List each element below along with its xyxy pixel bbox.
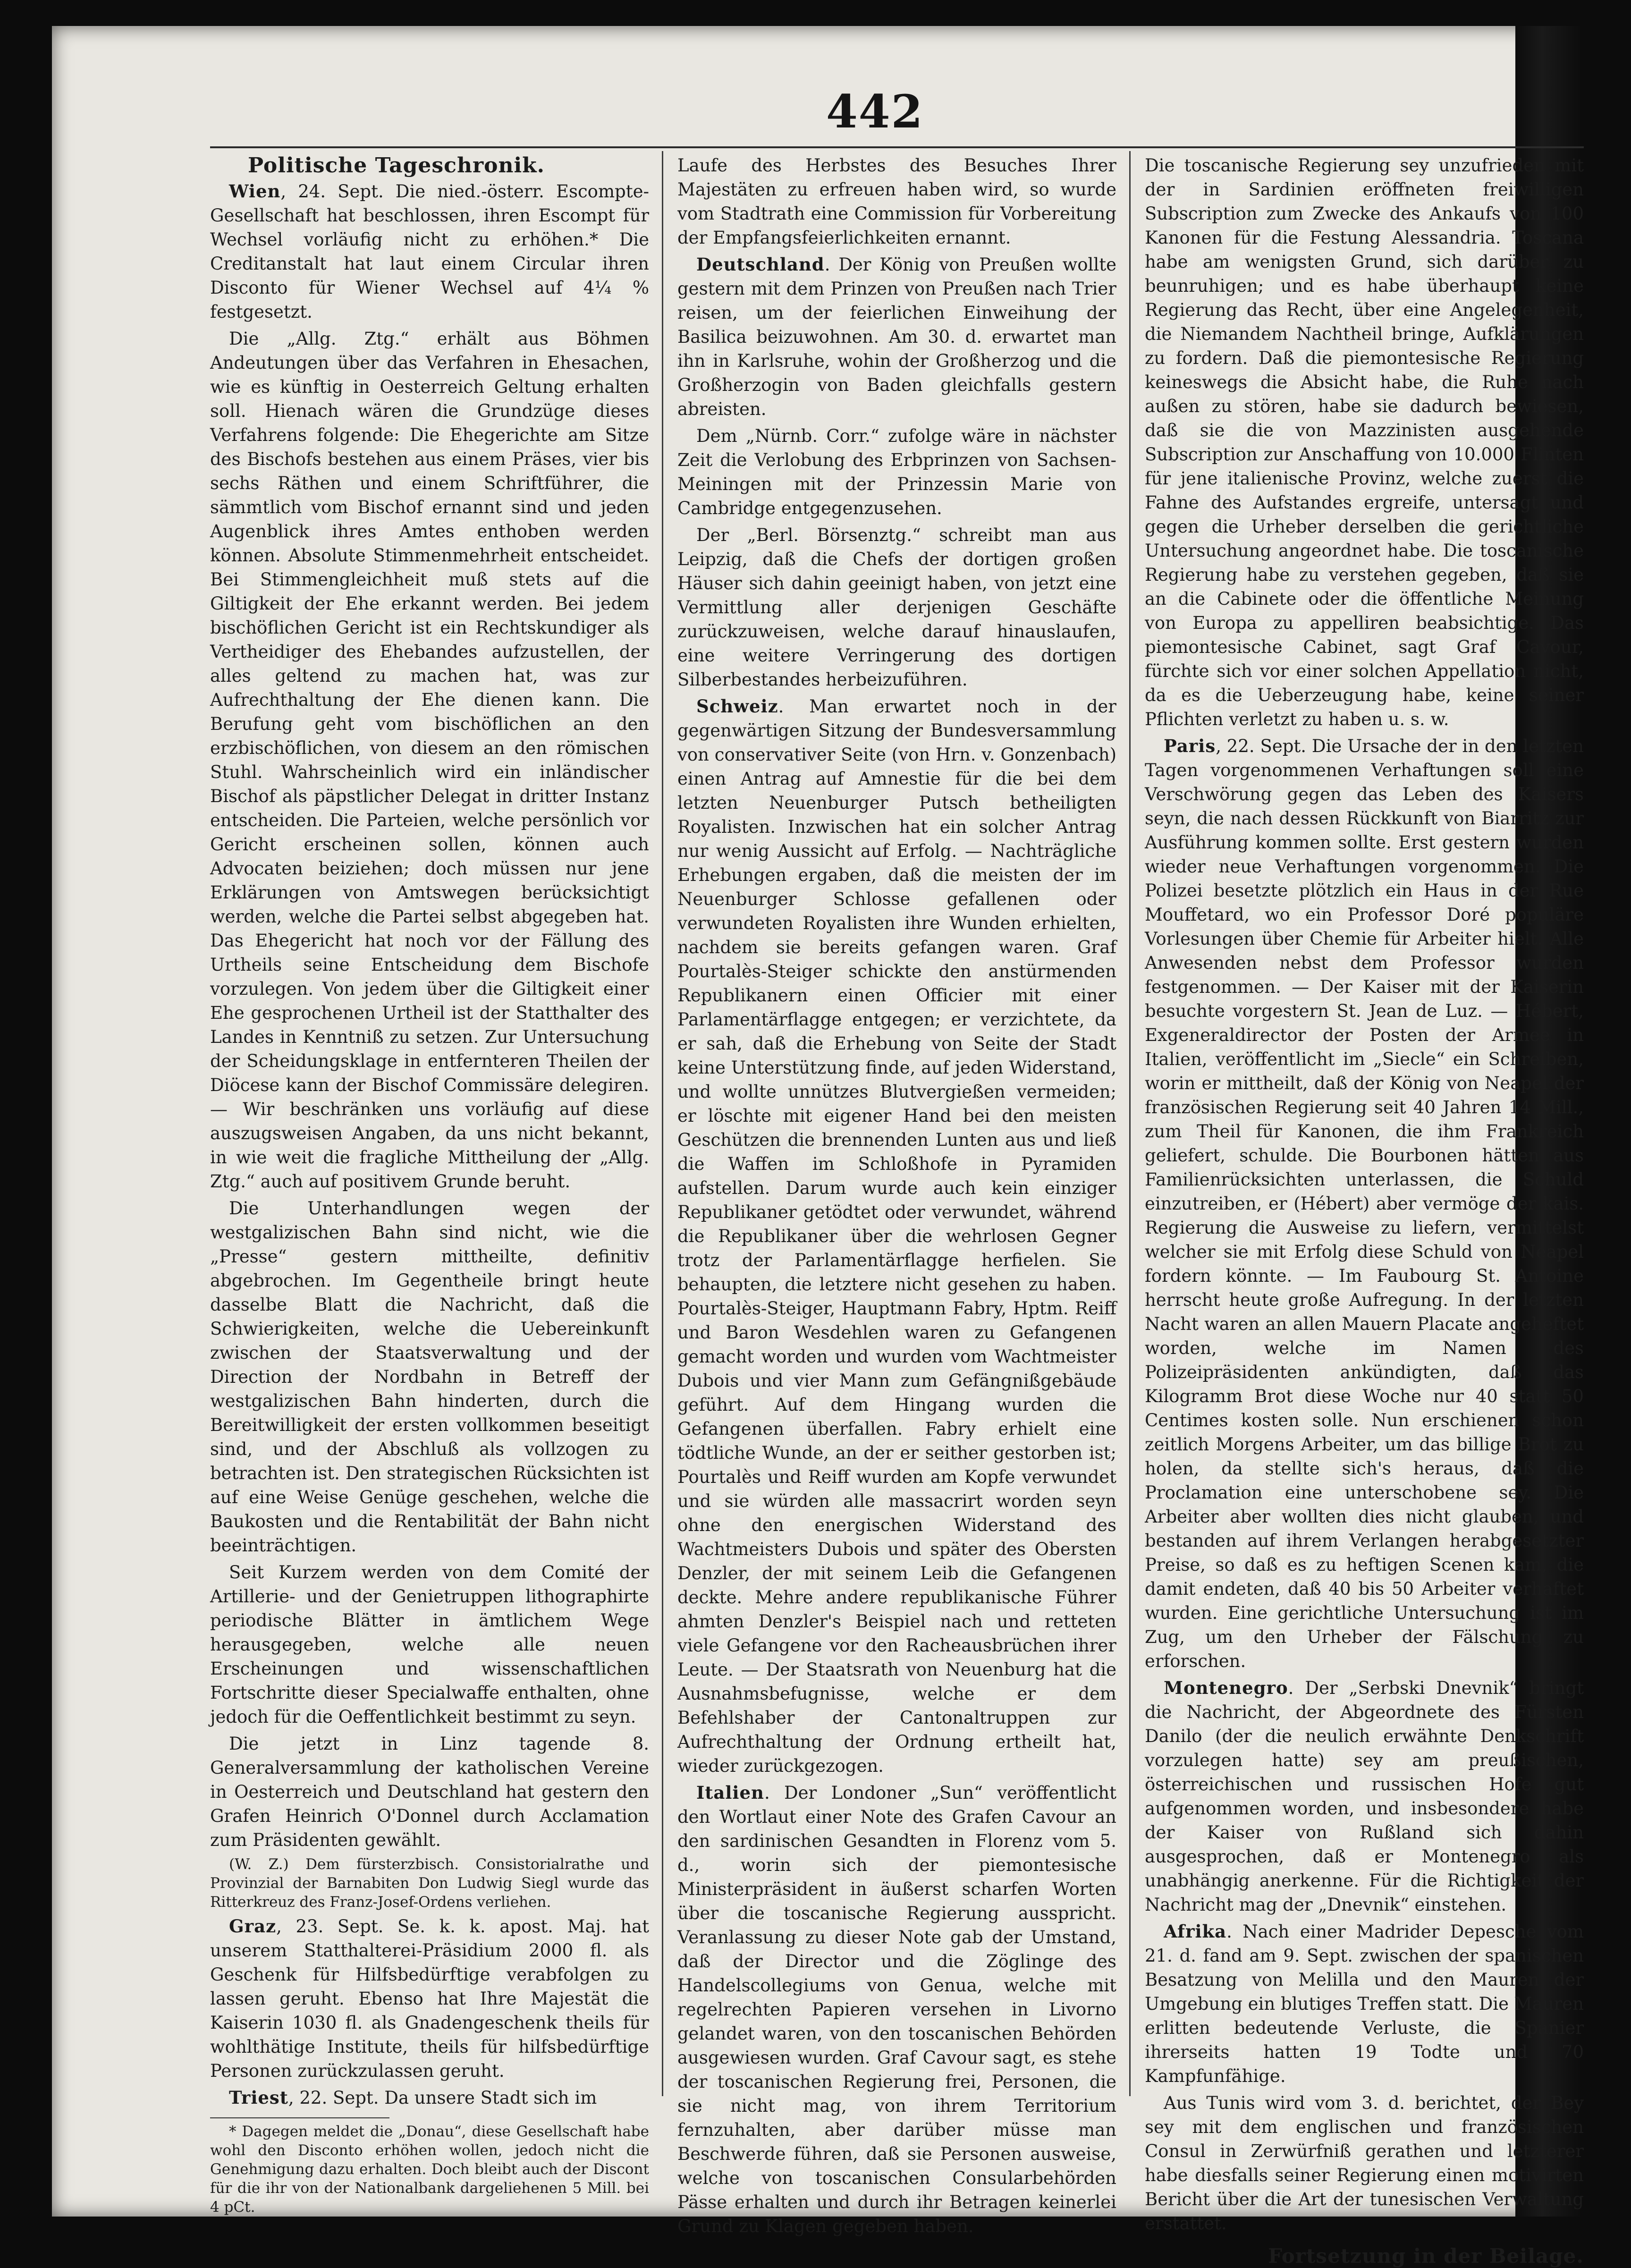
dateline-place: Triest: [229, 2087, 288, 2108]
dateline-place: Afrika: [1164, 1921, 1227, 1942]
article-paragraph: [210, 179, 649, 324]
dateline-place: Montenegro: [1164, 1677, 1288, 1698]
dateline-place: Italien: [696, 1782, 764, 1803]
paragraph-text: . Der König von Preußen wollte gestern mit dem Prinzen von Preußen nach Trier reisen, um der feierlichen Einweihung der Basilica beizuwohnen. Am 30. d. erwartet man ihn in Karlsruhe, wohin der Großherzog und die Großherzogin von Baden gleichfalls gestern abreisten.: [677, 254, 1116, 419]
paragraph-text: Die toscanische Regierung sey unzufrieden mit der in Sardinien eröffneten freiwilligen Subscription zum Zwecke des Ankaufs von 100 Kanonen für die Festung Alessandria. Toscana habe am wenigsten Grund, sich darüber zu beunruhigen; und es habe überhaupt keine Regierung das Recht, über eine Angelegenheit, die Niemandem Nachtheil bringe, Aufklärungen zu fordern. Daß die piemontesische Regierung keineswegs die Absicht habe, die Ruhe nach außen zu stören, habe sie dadurch bewiesen, daß sie die von Mazzinisten ausgehende Subscription zur Anschaffung von 10.000 Flinten für jene italienische Provinz, welche zuerst die Fahne des Aufstandes ergreife, untersagt und gegen die Urheber derselben die gerichtliche Untersuchung angeordnet habe. Die toscanische Regierung habe zu verstehen gegeben, daß sie an die Cabinete oder die öffentliche Meinung von Europa zu appelliren beabsichtige. Das piemontesische Cabinet, sagt Graf Cavour, fürchte sich vor einer solchen Appellation nicht, da es die Ueberzeugung habe, keine seiner Pflichten verletzt zu haben u. s. w.: [1145, 155, 1584, 729]
paragraph-text: . Man erwartet noch in der gegenwärtigen Sitzung der Bundesversammlung von conservativer Seite (von Hrn. v. Gonzenbach) einen Antrag auf Amnestie für die bei dem letzten Neuenburger Putsch betheiligten Royalisten. Inzwischen hat ein solcher Antrag nur wenig Aussicht auf Erfolg. — Nachträgliche Erhebungen ergaben, daß die meisten der im Neuenburger Schlosse gefallenen oder verwundeten Royalisten ihre Wunden erhielten, nachdem sie bereits gefangen waren. Graf Pourtalès-Steiger schickte den anstürmenden Republikanern einen Officier mit einer Parlamentärflagge entgegen; er verzichtete, da er sah, daß die Erhebung von Seite der Stadt keine Unterstützung finde, auf jeden Widerstand, und wollte unnützes Blutvergießen vermeiden; er löschte mit eigener Hand bei den meisten Geschützen die brennenden Lunten aus und ließ die Waffen im Schloßhofe in Pyramiden aufstellen. Darum wurde auch kein einziger Republikaner getödtet oder verwundet, während die Republikaner über die wehrlosen Gegner trotz der Parlamentärflagge herfielen. Sie behaupten, die letztere nicht gesehen zu haben. Pourtalès-Steiger, Hauptmann Fabry, Hptm. Reiff und Baron Wesdehlen waren zu Gefangenen gemacht worden und wurden vom Wachtmeister Dubois und vier Mann zum Gefängnißgebäude geführt. Auf dem Hingang wurden die Gefangenen überfallen. Fabry erhielt eine tödtliche Wunde, an der er seither gestorben ist; Pourtalès und Reiff wurden am Kopfe verwundet und sie würden alle massacrirt worden seyn ohne den energischen Widerstand des Wachtmeisters Dubois und später des Obersten Denzler, der mit seinem Leib die Gefangenen deckte. Mehre andere republikanische Führer ahmten Denzler's Beispiel nach und retteten viele Gefangene vor den Racheausbrüchen ihrer Leute. — Der Staatsrath von Neuenburg hat die Ausnahmsbefugnisse, welche er dem Befehlshaber der Cantonaltruppen zur Aufrechthaltung der Ordnung ertheilt hat, wieder zurückgezogen.: [677, 696, 1116, 1776]
dateline-place: Graz: [229, 1916, 277, 1937]
article-column-3: [1145, 153, 1584, 2268]
paragraph-text: Die Unterhandlungen wegen der westgalizischen Bahn sind nicht, wie die „Presse“ gestern mittheilte, definitiv abgebrochen. Im Gegentheile bringt heute dasselbe Blatt die Nachricht, daß die Schwierigkeiten, welche die Uebereinkunft zwischen der Staatsverwaltung und der Direction der Nordbahn in Betreff der westgalizischen Bahn hinderten, durch die Bereitwilligkeit der ersten vollkommen beseitigt sind, und der Abschluß als vollzogen zu betrachten ist. Den strategischen Rücksichten ist auf eine Weise Genüge geschehen, welche die Baukosten und die Rentabilität der Bahn nicht beeinträchtigen.: [210, 1198, 649, 1556]
paragraph-text: Dem „Nürnb. Corr.“ zufolge wäre in nächster Zeit die Verlobung des Erbprinzen von Sachsen-Meiningen mit der Prinzessin Marie von Cambridge entgegenzusehen.: [677, 426, 1116, 518]
article-paragraph: [210, 2086, 649, 2110]
article-paragraph: [210, 1732, 649, 1852]
paragraph-text: Aus Tunis wird vom 3. d. berichtet, der Bey sey mit dem englischen und französischen Consul in Zerwürfniß gerathen und letzterer habe diesfalls seiner Regierung einen motivirten Bericht über die Art der tunesischen Verwaltung erstattet.: [1145, 2093, 1584, 2234]
paragraph-text: , 22. Sept. Die Ursache der in den letzten Tagen vorgenommenen Verhaftungen soll eine Verschwörung gegen das Leben des Kaisers seyn, die nach dessen Rückkunft von Biarritz zur Ausführung kommen sollte. Erst gestern wurden wieder neue Verhaftungen vorgenommen. Die Polizei besetzte plötzlich ein Haus in der Rue Mouffetard, wo ein Professor Doré populäre Vorlesungen über Chemie für Arbeiter hielt. Alle Anwesenden nebst dem Professor wurden festgenommen. — Der Kaiser mit der Kaiserin besuchte vorgestern St. Jean de Luz. — Hébert, Exgeneraldirector der Posten der Armee in Italien, veröffentlicht im „Siecle“ ein Schreiben, worin er mittheilt, daß der König von Neapel der französischen Regierung seit 40 Jahren 14 Mill., zum Theil für Kanonen, die ihm Frankreich geliefert, schulde. Die Bourbonen hätten aus Familienrücksichten unterlassen, die Schuld einzutreiben, er (Hébert) aber vermöge der kais. Regierung die Ausweise zu liefern, vermittelst welcher sie mit Erfolg diese Schuld von Neapel fordern könnte. — Im Faubourg St. Antoine herrscht heute große Aufregung. In der letzten Nacht waren an allen Mauern Placate angeheftet worden, welche im Namen des Polizeipräsidenten ankündigten, daß das Kilogramm Brot diese Woche nur 40 statt 50 Centimes kosten solle. Nun erschienen schon zeitlich Morgens Arbeiter, um das billige Brot zu holen, da stellte sich's heraus, daß die Proclamation eine unterschobene sey. Die Arbeiter aber wollten dies nicht glauben, und bestanden auf ihrem Verlangen herabgesetzter Preise, so daß es zu heftigen Scenen kam, die damit endeten, daß 40 bis 50 Arbeiter verhaftet wurden. Eine gerichtliche Untersuchung ist im Zug, um den Urheber der Fälschung zu erforschen.: [1145, 736, 1584, 1671]
paragraph-text: Die jetzt in Linz tagende 8. Generalversammlung der katholischen Vereine in Oesterreich und Deutschland hat gestern den Grafen Heinrich O'Donnel durch Acclamation zum Präsidenten gewählt.: [210, 1734, 649, 1850]
article-paragraph: [677, 253, 1116, 421]
paragraph-text: Seit Kurzem werden von dem Comité der Artillerie- und der Genietruppen lithographirte periodische Blätter in ämtlichem Wege herausgegeben, welche alle neuen Erscheinungen und wissenschaftlichen Fortschritte dieser Specialwaffe enthalten, ohne jedoch für die Oeffentlichkeit bestimmt zu seyn.: [210, 1562, 649, 1727]
newspaper-page: [52, 26, 1584, 2268]
paragraph-text: . Der Londoner „Sun“ veröffentlicht den Wortlaut einer Note des Grafen Cavour an den sardinischen Gesandten in Florenz vom 5. d., worin sich der piemontesische Ministerpräsident in äußerst scharfen Worten über die toscanische Regierung ausspricht. Veranlassung zu dieser Note gab der Umstand, daß der Director und die Zöglinge des Handelscollegiums von Genua, welche mit regelrechten Papieren versehen in Livorno gelandet waren, von den toscanischen Behörden ausgewiesen wurden. Graf Cavour sagt, es stehe der toscanischen Regierung frei, Personen, die sie nicht mag, von ihrem Territorium fernzuhalten, aber darüber müsse man Beschwerde führen, daß sie Personen ausweise, welche von toscanischen Consularbehörden Pässe erhalten und durch ihr Betragen keinerlei Grund zu Klagen gegeben haben.: [677, 1783, 1116, 2236]
page-number: 442: [826, 85, 924, 138]
dateline-place: Paris: [1164, 736, 1216, 756]
dateline-place: Schweiz: [696, 696, 778, 717]
article-paragraph: [210, 327, 649, 1193]
article-paragraph: [677, 153, 1116, 250]
paragraph-text: , 24. Sept. Die nied.-österr. Escompte-Gesellschaft hat beschlossen, ihren Escompt für Wechsel vorläufig nicht zu erhöhen.* Die Creditanstalt hat laut einem Circular ihren Disconto für Wiener Wechsel auf 4¼ % festgesetzt.: [210, 181, 649, 322]
column-2-body: [677, 153, 1116, 2238]
paragraph-text: Die „Allg. Ztg.“ erhält aus Böhmen Andeutungen über das Verfahren in Ehesachen, wie es künftig in Oesterreich Geltung erhalten soll. Hienach wären die Grundzüge dieses Verfahrens folgende: Die Ehegerichte am Sitze des Bischofs bestehen aus einem Präses, vier bis sechs Räthen und einem Schriftführer, die sämmtlich vom Bischof ernannt sind und jeden Augenblick ihres Amtes enthoben werden können. Absolute Stimmenmehrheit entscheidet. Bei Stimmengleichheit muß stets auf die Giltigkeit der Ehe erkannt werden. Bei jedem bischöflichen Gericht ist ein Rechtskundiger als Vertheidiger des Ehebandes aufzustellen, der alles geltend zu machen hat, was zur Aufrechthaltung der Ehe dienen kann. Die Berufung geht vom bischöflichen an den erzbischöflichen, von diesem an den römischen Stuhl. Wahrscheinlich wird ein inländischer Bischof als päpstlicher Delegat in dritter Instanz entscheiden. Die Parteien, welche persönlich vor Gericht erscheinen sollen, können auch Advocaten beiziehen; doch müssen nur jene Erklärungen von Amtswegen berücksichtigt werden, welche die Partei selbst abgegeben hat. Das Ehegericht hat noch vor der Fällung des Urtheils seine Entscheidung dem Bischofe vorzulegen. Von jedem über die Giltigkeit einer Ehe gesprochenen Urtheil ist der Statthalter des Landes in Kenntniß zu setzen. Zur Untersuchung der Scheidungsklage in entfernteren Theilen der Diöcese kann der Bischof Commissäre delegiren. — Wir beschränken uns vorläufig auf diese auszugsweisen Angaben, da uns nicht bekannt, in wie weit die fragliche Mittheilung der „Allg. Ztg.“ auch auf positivem Grunde beruht.: [210, 329, 649, 1192]
column-divider: [1129, 151, 1131, 2096]
article-paragraph: [677, 1781, 1116, 2238]
dateline-place: Wien: [229, 181, 281, 202]
article-paragraph: [210, 1855, 649, 1912]
paragraph-text: (W. Z.) Dem fürsterzbisch. Consistorialrathe und Provinzial der Barnabiten Don Ludwig Siegl wurde das Ritterkreuz des Franz-Josef-Ordens verliehen.: [210, 1856, 649, 1911]
footnote-rule: [210, 2117, 389, 2118]
article-paragraph: [210, 1560, 649, 1729]
article-paragraph: [677, 424, 1116, 520]
header-rule: [210, 146, 1584, 148]
article-paragraph: [677, 523, 1116, 692]
paragraph-text: . Der „Serbski Dnevnik“ bringt die Nachricht, der Abgeordnete des Fürsten Danilo (der die neulich erwähnte Denkschrift vorzulegen hatte) sey am preußischen, österreichischen und russischen Hofe gut aufgenommen worden, und insbesondere habe der Kaiser von Rußland sich dahin ausgesprochen, daß er Montenegro als unabhängig anerkenne. Für die Richtigkeit der Nachricht mag der „Dnevnik“ einstehen.: [1145, 1678, 1584, 1915]
column-3-body: [1145, 153, 1584, 2235]
column-divider: [662, 151, 663, 2096]
paragraph-text: Der „Berl. Börsenztg.“ schreibt man aus Leipzig, daß die Chefs der dortigen großen Häuser sich dahin geeinigt haben, von jetzt eine Vermittlung aller derjenigen Geschäfte zurückzuweisen, welche darauf hinauslaufen, eine weitere Verringerung des dortigen Silberbestandes herbeizuführen.: [677, 525, 1116, 690]
section-title: Politische Tageschronik.: [248, 153, 545, 178]
article-paragraph: [1145, 1920, 1584, 2088]
article-paragraph: [210, 1196, 649, 1557]
paragraph-text: , 23. Sept. Se. k. k. apost. Maj. hat unserem Statthalterei-Präsidium 2000 fl. als Geschenk für Hilfsbedürftige verabfolgen zu lassen geruht. Ebenso hat Ihre Majestät die Kaiserin 1030 fl. als Gnadengeschenk theils für wohlthätige Institute, theils für hilfsbedürftige Personen zurückzulassen geruht.: [210, 1916, 649, 2081]
article-paragraph: [1145, 2091, 1584, 2235]
article-paragraph: [677, 694, 1116, 1778]
paragraph-text: Laufe des Herbstes des Besuches Ihrer Majestäten zu erfreuen haben wird, so wurde vom Stadtrath eine Commission für Vorbereitung der Empfangsfeierlichkeiten ernannt.: [677, 155, 1116, 248]
column-1-body: [210, 179, 649, 2110]
article-paragraph: [1145, 153, 1584, 731]
paragraph-text: . Nach einer Madrider Depesche vom 21. d. fand am 9. Sept. zwischen der spanischen Besatzung von Melilla und den Mauren der Umgebung ein blutiges Treffen statt. Die Mauren erlitten bedeutende Verluste, die Spanier ihrerseits hatten 19 Todte und 70 Kampfunfähige.: [1145, 1921, 1584, 2086]
article-paragraph: [1145, 1676, 1584, 1917]
footnote: * Dagegen meldet die „Donau“, diese Gesellschaft habe wohl den Disconto erhöhen wollen, jedoch nicht die Genehmigung dazu erhalten. Doch bleibt auch der Discont für die ihr von der Nationalbank dargeliehenen 5 Mill. bei 4 pCt.: [210, 2123, 649, 2216]
article-column-1: [210, 153, 649, 2219]
article-paragraph: [210, 1914, 649, 2083]
dateline-place: Deutschland: [696, 254, 825, 275]
article-column-2: [677, 153, 1116, 2241]
continuation-note: Fortsetzung in der Beilage.: [1268, 2244, 1584, 2268]
paragraph-text: , 22. Sept. Da unsere Stadt sich im: [288, 2088, 597, 2108]
article-paragraph: [1145, 734, 1584, 1673]
